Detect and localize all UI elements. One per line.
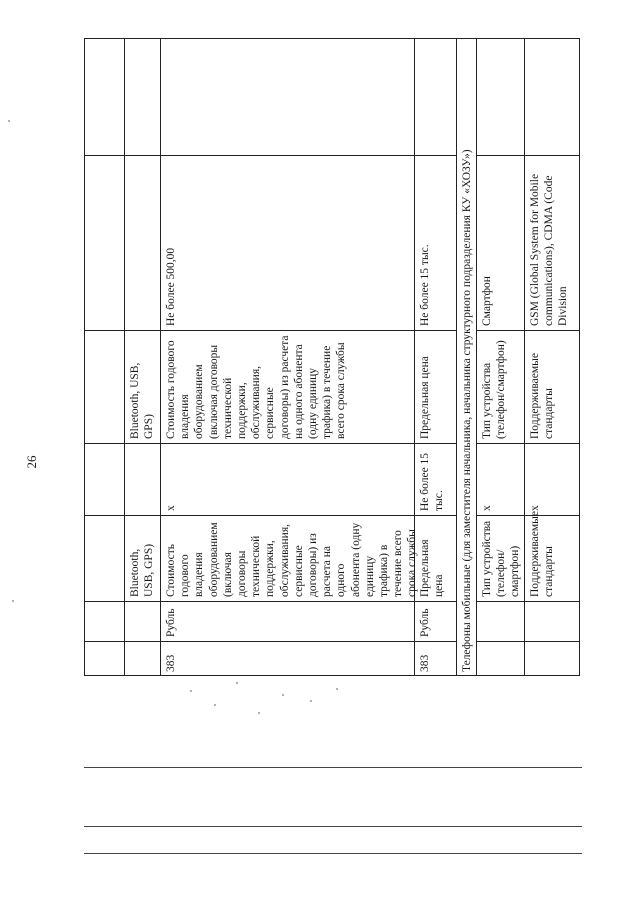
scan-line xyxy=(84,767,582,768)
scan-speck xyxy=(310,700,312,702)
row-name: Стоимость годового владения оборудованием (включая договоры технической поддержки, обслуживания, сервисные договоры) из расчета на одного абонента (одну единицу трафика) в течение всего срока службы xyxy=(165,522,419,597)
scan-speck xyxy=(12,600,14,602)
row-value-2: Не более 500,00 xyxy=(165,247,177,326)
scan-speck xyxy=(258,712,260,714)
row-name-2: Тип устройства (телефон/смартфон) xyxy=(481,340,508,439)
scan-speck xyxy=(8,120,10,122)
scan-speck xyxy=(236,682,238,684)
row-value-2: GSM (Global System for Mobile communications), CDMA (Code Division xyxy=(529,173,570,326)
scan-speck xyxy=(336,688,338,690)
row-name-2: Поддерживаемые стандарты xyxy=(529,353,556,439)
row-name-2: Предельная цена xyxy=(419,356,431,439)
row-value: x xyxy=(529,505,541,511)
scan-line xyxy=(84,826,582,827)
prev-row-spec: Bluetooth, USB, GPS) xyxy=(129,543,156,597)
prev-row-value: Bluetooth, USB, GPS) xyxy=(129,362,156,439)
scan-line xyxy=(84,853,582,854)
row-unit: Рубль xyxy=(419,608,431,637)
row-value: x xyxy=(481,505,493,511)
page-number: 26 xyxy=(24,455,39,469)
section-title: Телефоны мобильные (для заместителя начальника, начальника структурного подразделения КУ «ХОЗУ») xyxy=(461,149,473,672)
row-value-2: Не более 15 тыс. xyxy=(419,244,431,326)
row-code: 383 xyxy=(165,654,177,672)
row-value-2: Смартфон xyxy=(481,276,493,326)
rotated-spec-table xyxy=(84,38,580,676)
scan-speck xyxy=(282,694,284,696)
row-name: Поддерживаемые стандарты xyxy=(529,511,556,597)
row-value: x xyxy=(165,505,177,511)
row-name: Тип устройства (телефон/смартфон) xyxy=(481,520,522,597)
row-value: Не более 15 тыс. xyxy=(419,452,446,511)
row-code: 383 xyxy=(419,654,431,672)
row-name: Предельная цена xyxy=(419,539,446,597)
rule xyxy=(476,601,580,602)
rule xyxy=(476,641,580,642)
row-unit: Рубль xyxy=(165,608,177,637)
row-name-2: Стоимость годового владения оборудованием (включая договоры технической поддержки, обслуживания, сервисные договоры) из расчета на одного абонента (одну единицу трафика) в течение всего срока службы xyxy=(165,335,348,439)
scan-speck xyxy=(214,704,216,706)
scan-speck xyxy=(190,690,192,692)
